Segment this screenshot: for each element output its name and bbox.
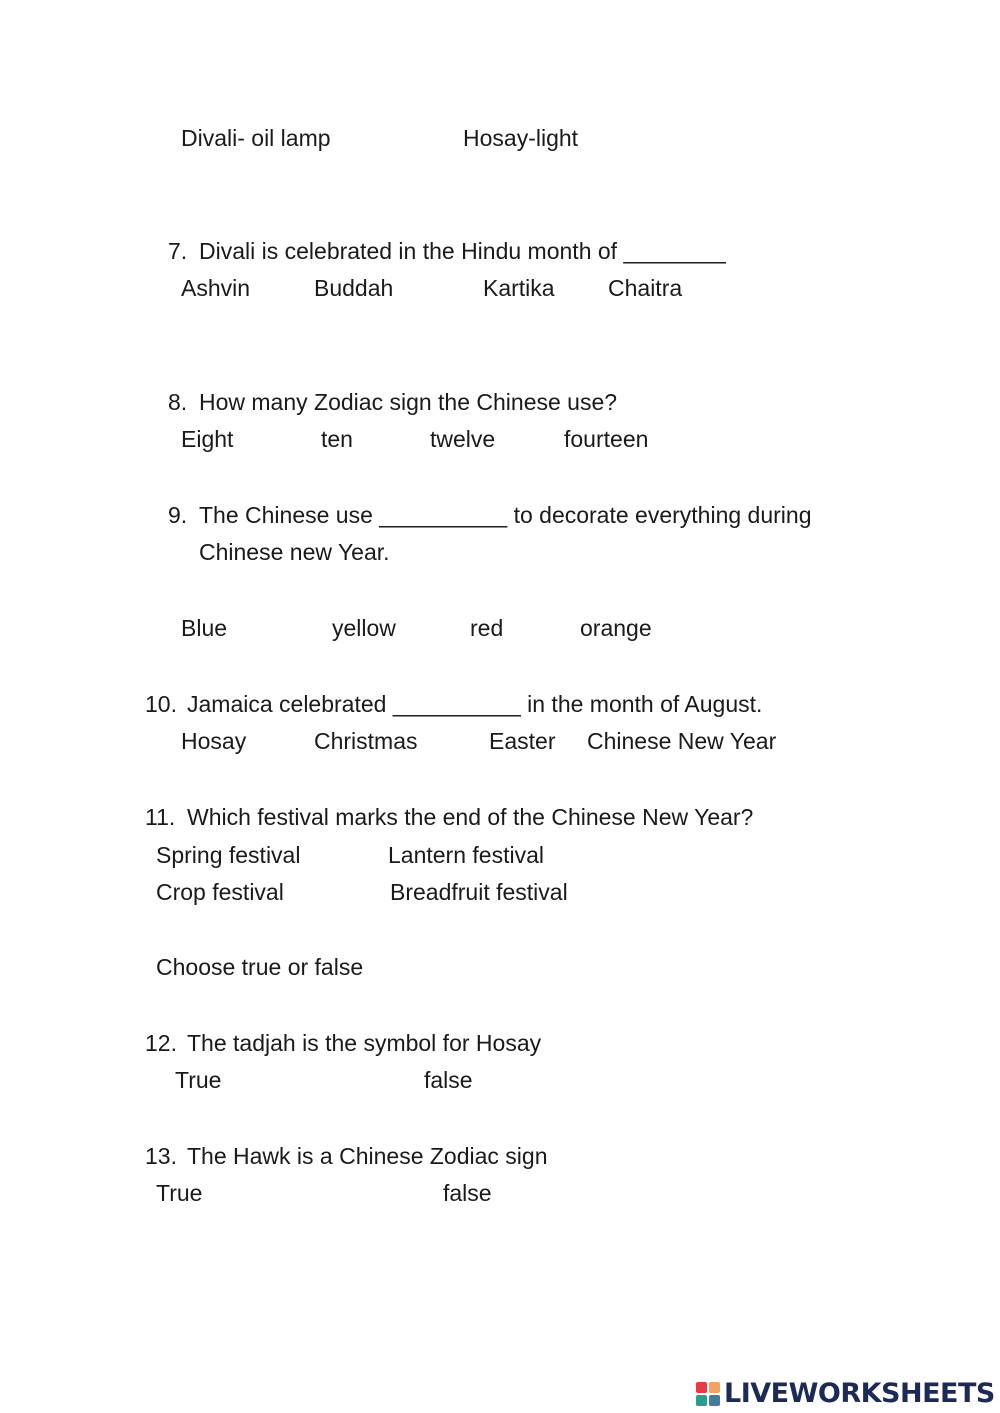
liveworksheets-logo xyxy=(696,1376,995,1410)
logo-mark-icon xyxy=(696,1380,722,1406)
q8-option-ten[interactable]: ten xyxy=(321,426,353,452)
q10-text: Jamaica celebrated __________ in the month of August. xyxy=(187,691,763,717)
q13-text: The Hawk is a Chinese Zodiac sign xyxy=(187,1143,548,1169)
q12-text: The tadjah is the symbol for Hosay xyxy=(187,1030,542,1056)
q8-option-twelve[interactable]: twelve xyxy=(430,426,496,452)
q9-text: The Chinese use __________ to decorate everything during xyxy=(199,502,812,528)
q11-number: 11. xyxy=(145,804,176,830)
q8-text: How many Zodiac sign the Chinese use? xyxy=(199,389,618,415)
symbol-hosay: Hosay-light xyxy=(463,125,579,151)
q9-text-continued: Chinese new Year. xyxy=(199,539,390,565)
q10-number: 10. xyxy=(145,691,177,717)
q11-option-crop-festival[interactable]: Crop festival xyxy=(156,879,284,905)
section-label-true-false: Choose true or false xyxy=(156,954,364,980)
q13-option-false[interactable]: false xyxy=(443,1180,492,1206)
q9-option-blue[interactable]: Blue xyxy=(181,615,228,641)
q7-option-chaitra[interactable]: Chaitra xyxy=(608,275,683,301)
q9-number: 9. xyxy=(168,502,188,528)
logo-text: LIVEWORKSHEETS xyxy=(724,1377,995,1409)
q8-option-eight[interactable]: Eight xyxy=(181,426,234,452)
q10-option-chinese-new-year[interactable]: Chinese New Year xyxy=(587,728,777,754)
q11-option-breadfruit-festival[interactable]: Breadfruit festival xyxy=(390,879,568,905)
q7-number: 7. xyxy=(168,238,188,264)
q12-option-true[interactable]: True xyxy=(175,1067,222,1093)
q12-option-false[interactable]: false xyxy=(424,1067,473,1093)
q9-option-orange[interactable]: orange xyxy=(580,615,652,641)
logo-square-teal xyxy=(696,1395,707,1406)
q7-text: Divali is celebrated in the Hindu month of ________ xyxy=(199,238,726,264)
symbol-divali: Divali- oil lamp xyxy=(181,125,331,151)
q7-option-buddah[interactable]: Buddah xyxy=(314,275,394,301)
q8-option-fourteen[interactable]: fourteen xyxy=(564,426,649,452)
q13-option-true[interactable]: True xyxy=(156,1180,203,1206)
logo-square-red xyxy=(696,1382,707,1393)
q12-number: 12. xyxy=(145,1030,177,1056)
q11-text: Which festival marks the end of the Chinese New Year? xyxy=(187,804,754,830)
logo-square-blue xyxy=(709,1395,720,1406)
q9-option-yellow[interactable]: yellow xyxy=(332,615,396,641)
q8-number: 8. xyxy=(168,389,188,415)
q7-option-ashvin[interactable]: Ashvin xyxy=(181,275,251,301)
q9-option-red[interactable]: red xyxy=(470,615,504,641)
q7-option-kartika[interactable]: Kartika xyxy=(483,275,555,301)
q13-number: 13. xyxy=(145,1143,177,1169)
q10-option-christmas[interactable]: Christmas xyxy=(314,728,418,754)
q11-option-spring-festival[interactable]: Spring festival xyxy=(156,842,301,868)
q11-option-lantern-festival[interactable]: Lantern festival xyxy=(388,842,544,868)
q10-option-easter[interactable]: Easter xyxy=(489,728,556,754)
q10-option-hosay[interactable]: Hosay xyxy=(181,728,247,754)
logo-square-orange xyxy=(709,1382,720,1393)
